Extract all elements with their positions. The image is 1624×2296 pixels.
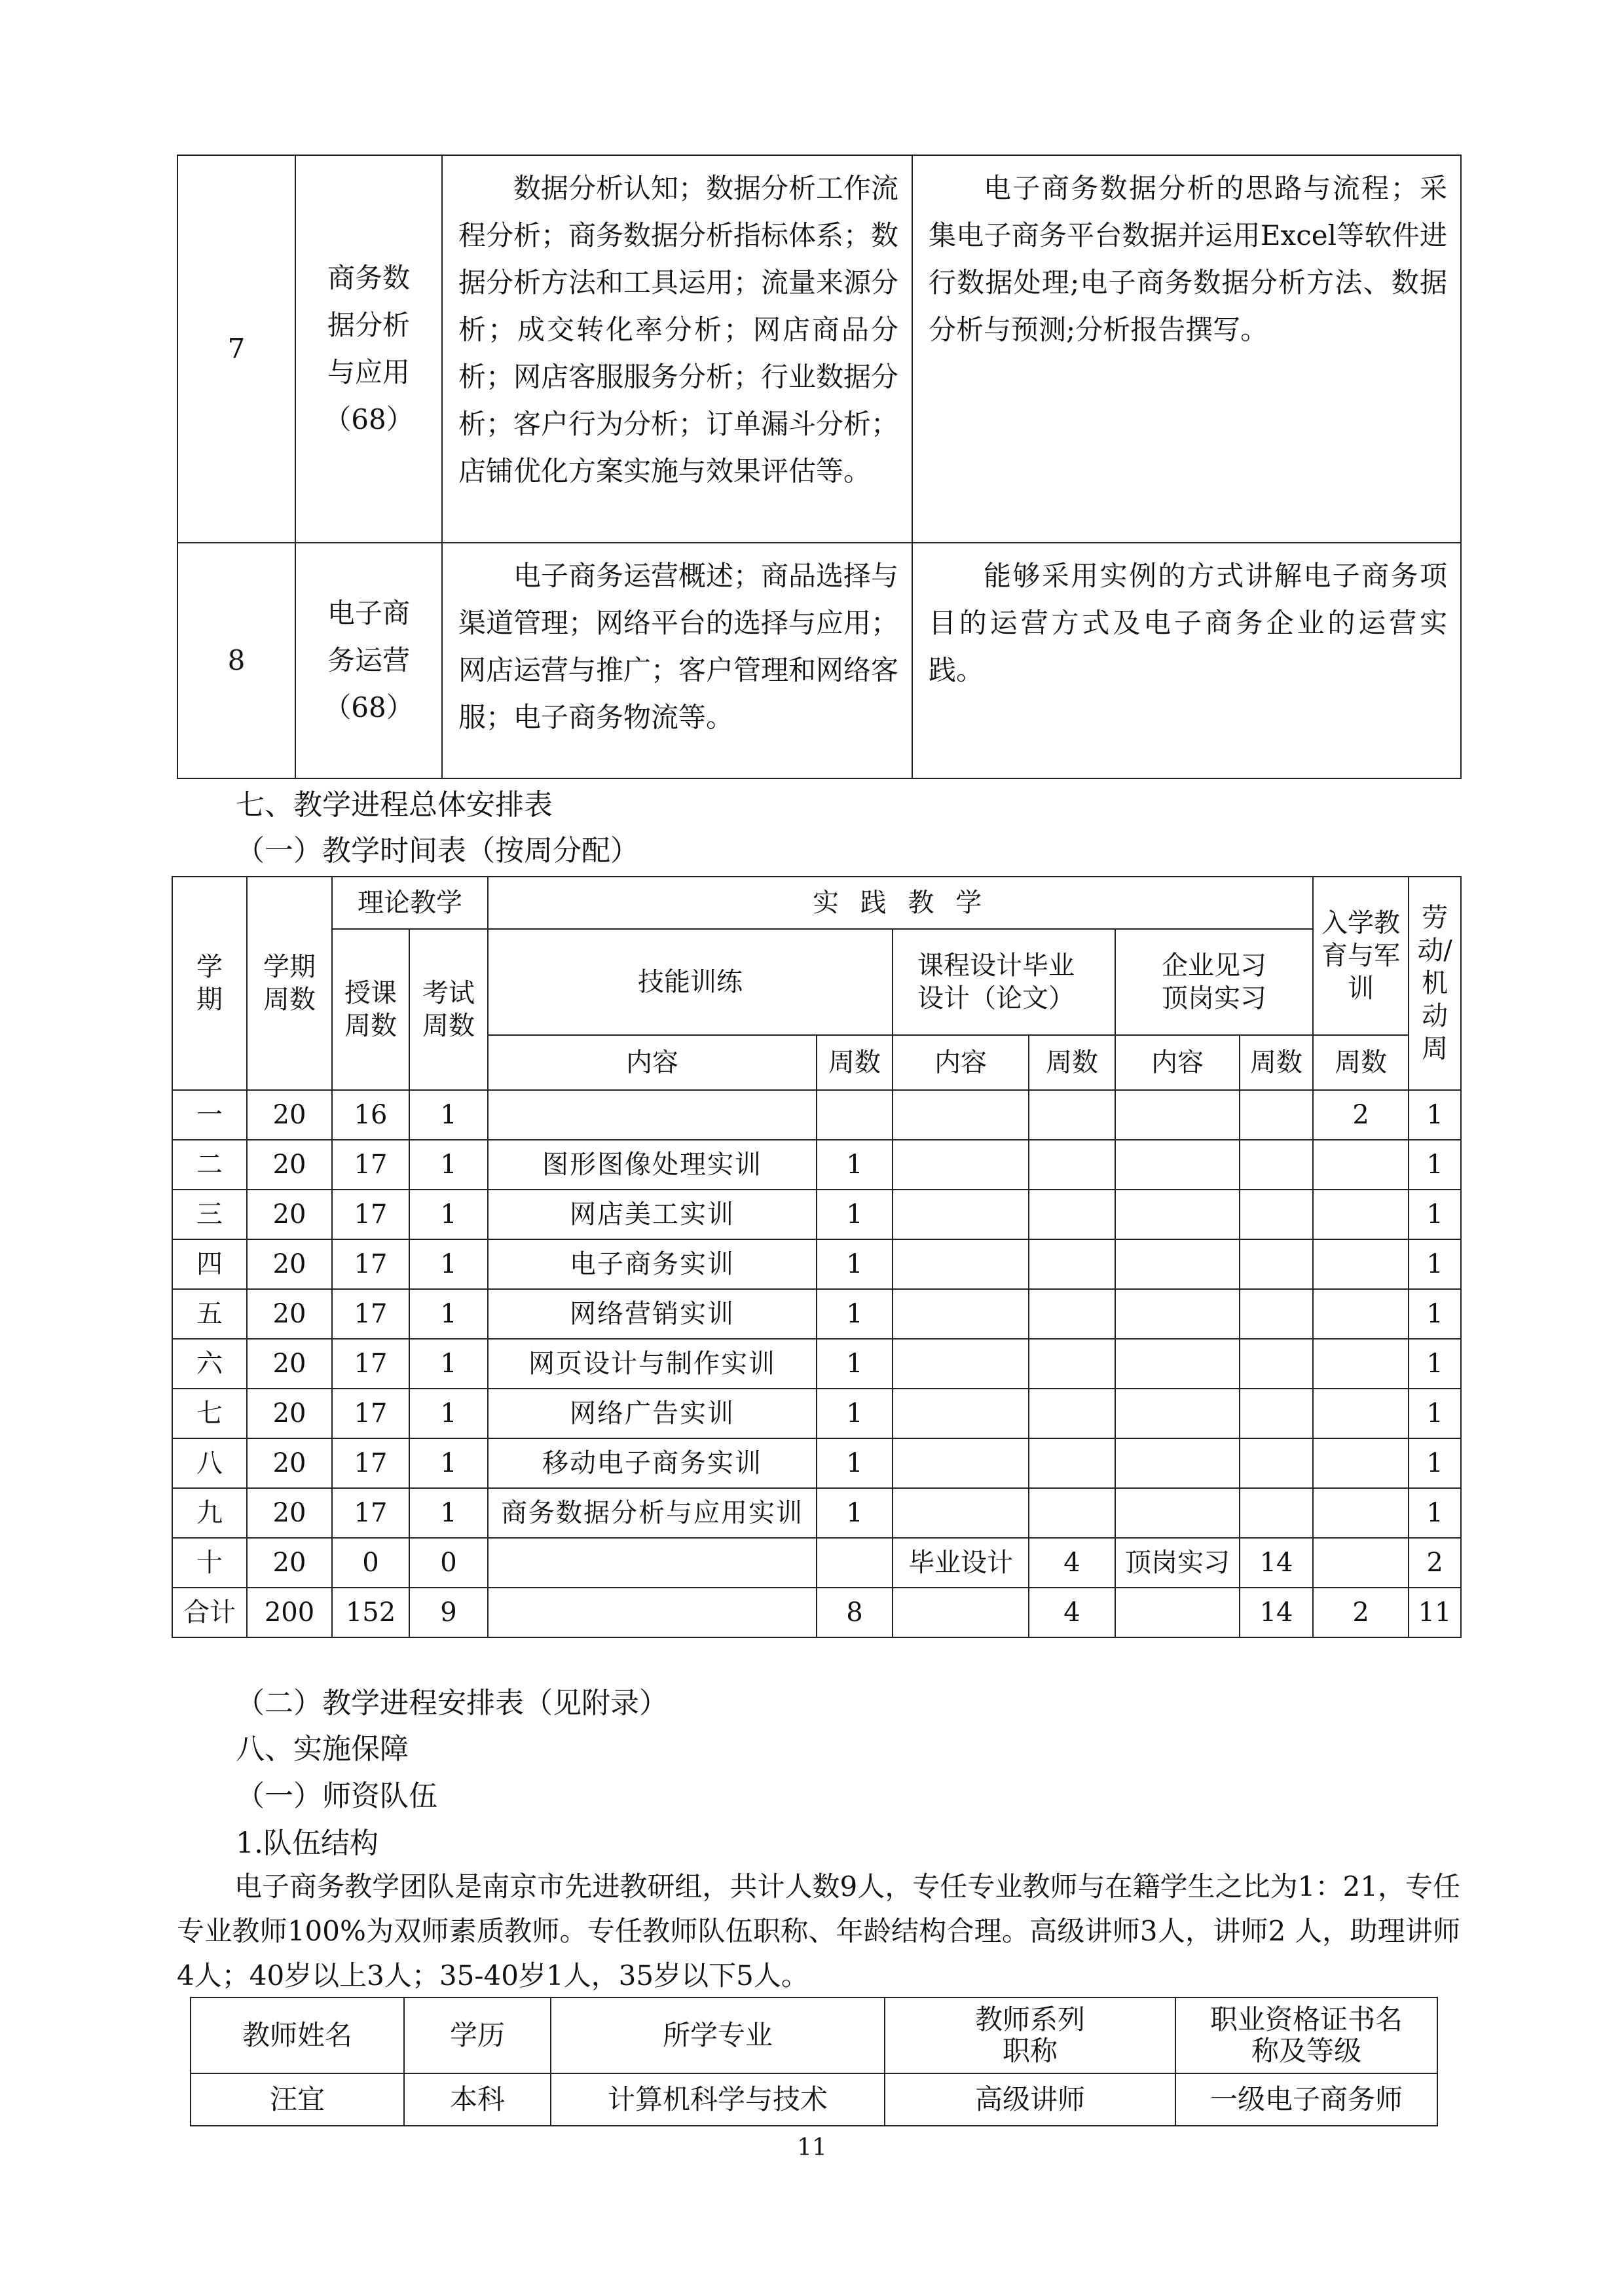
- course-content: [442, 155, 912, 543]
- schedule-cell: 1: [1409, 1190, 1461, 1239]
- schedule-row: [172, 1140, 1461, 1190]
- header-practice: 实 践 教 学: [488, 877, 1313, 929]
- schedule-cell: 1: [1409, 1239, 1461, 1289]
- schedule-cell: 8: [817, 1588, 893, 1637]
- teacher-header-education: 学历: [404, 1997, 551, 2073]
- schedule-row: [172, 1239, 1461, 1289]
- schedule-cell: [893, 1389, 1029, 1438]
- course-name: [295, 543, 442, 778]
- schedule-cell: [893, 1140, 1029, 1190]
- schedule-cell: 17: [332, 1289, 409, 1339]
- course-requirements: [912, 543, 1461, 778]
- schedule-cell: 17: [332, 1190, 409, 1239]
- header-military: [1313, 877, 1409, 1035]
- subsection-heading: （一）师资队伍: [236, 1779, 437, 1813]
- schedule-cell: [1029, 1239, 1115, 1289]
- schedule-cell: 1: [1409, 1438, 1461, 1488]
- schedule-cell: [1313, 1538, 1409, 1588]
- course-content-text: 电子商务运营概述；商品选择与渠道管理；网络平台的选择与应用；网店运营与推广；客户管理和网络客服；电子商务物流等。: [458, 560, 899, 733]
- schedule-cell: 20: [247, 1438, 332, 1488]
- course-content: [442, 543, 912, 778]
- schedule-cell: [1029, 1289, 1115, 1339]
- schedule-cell: [893, 1190, 1029, 1239]
- schedule-cell: 17: [332, 1389, 409, 1438]
- course-requirements-text: 电子商务数据分析的思路与流程；采集电子商务平台数据并运用Excel等软件进行数据处理;电子商务数据分析方法、数据分析与预测;分析报告撰写。: [929, 172, 1447, 346]
- schedule-cell: [1029, 1140, 1115, 1190]
- header-weeks-total-text: 学期周数: [263, 952, 316, 1015]
- schedule-cell: [893, 1239, 1029, 1289]
- schedule-cell: [1313, 1190, 1409, 1239]
- header-labor: [1409, 877, 1461, 1090]
- course-content-text: 数据分析认知；数据分析工作流程分析；商务数据分析指标体系；数据分析方法和工具运用；流量来源分析；成交转化率分析；网店商品分析；网店客服服务分析；行业数据分析；客户行为分析；订单漏斗分析；店铺优化方案实施与效果评估等。: [458, 172, 899, 487]
- header-content: 内容: [488, 1035, 817, 1090]
- schedule-cell: [1029, 1090, 1115, 1140]
- schedule-row: [172, 1389, 1461, 1438]
- header-weeks: 周数: [817, 1035, 893, 1090]
- schedule-cell: 2: [1313, 1588, 1409, 1637]
- schedule-cell: 1: [409, 1438, 488, 1488]
- schedule-cell: 商务数据分析与应用实训: [488, 1488, 817, 1538]
- schedule-cell: 20: [247, 1289, 332, 1339]
- schedule-cell: 1: [817, 1389, 893, 1438]
- schedule-cell: 三: [172, 1190, 247, 1239]
- schedule-cell: [893, 1588, 1029, 1637]
- schedule-row: [172, 1090, 1461, 1140]
- header-skill-training: 技能训练: [488, 929, 893, 1035]
- schedule-cell: 0: [332, 1538, 409, 1588]
- header-course-design: [893, 929, 1115, 1035]
- schedule-cell: [1240, 1090, 1313, 1140]
- schedule-cell: 4: [1029, 1588, 1115, 1637]
- header-content: 内容: [1115, 1035, 1240, 1090]
- schedule-row: [172, 1339, 1461, 1389]
- header-weeks: 周数: [1313, 1035, 1409, 1090]
- schedule-cell: [1115, 1239, 1240, 1289]
- schedule-cell: 顶岗实习: [1115, 1538, 1240, 1588]
- schedule-cell: [488, 1588, 817, 1637]
- schedule-cell: 合计: [172, 1588, 247, 1637]
- section-heading: 八、实施保障: [236, 1732, 409, 1766]
- schedule-cell: 移动电子商务实训: [488, 1438, 817, 1488]
- schedule-row: [172, 1538, 1461, 1588]
- schedule-cell: [1029, 1488, 1115, 1538]
- schedule-cell: [488, 1090, 817, 1140]
- schedule-cell: 网店美工实训: [488, 1190, 817, 1239]
- schedule-cell: 1: [409, 1488, 488, 1538]
- schedule-cell: 1: [817, 1488, 893, 1538]
- schedule-cell: [1115, 1190, 1240, 1239]
- header-weeks: 周数: [1240, 1035, 1313, 1090]
- schedule-cell: 五: [172, 1289, 247, 1339]
- schedule-cell: 1: [1409, 1339, 1461, 1389]
- schedule-cell: 200: [247, 1588, 332, 1637]
- schedule-cell: [1029, 1438, 1115, 1488]
- schedule-cell: 20: [247, 1140, 332, 1190]
- header-labor-text: 劳动/机动周: [1417, 903, 1452, 1064]
- schedule-cell: 1: [817, 1289, 893, 1339]
- page-number: 11: [797, 2134, 827, 2161]
- schedule-cell: 20: [247, 1239, 332, 1289]
- schedule-cell: 1: [1409, 1289, 1461, 1339]
- teacher-header-name: 教师姓名: [191, 1997, 404, 2073]
- schedule-cell: [1115, 1438, 1240, 1488]
- schedule-row: [172, 1289, 1461, 1339]
- teacher-header-major: 所学专业: [551, 1997, 885, 2073]
- header-internship: [1115, 929, 1313, 1035]
- schedule-cell: 9: [409, 1588, 488, 1637]
- teacher-cell: 计算机科学与技术: [551, 2073, 885, 2126]
- teacher-row: [191, 2073, 1437, 2126]
- schedule-cell: 20: [247, 1339, 332, 1389]
- teacher-header-certificate-text: 职业资格证书名称及等级: [1209, 2003, 1403, 2067]
- schedule-cell: 17: [332, 1488, 409, 1538]
- course-number: 8: [177, 543, 295, 778]
- schedule-body: [172, 1090, 1461, 1637]
- schedule-cell: [1115, 1488, 1240, 1538]
- schedule-cell: 二: [172, 1140, 247, 1190]
- teacher-header-row: [191, 1997, 1437, 2073]
- teacher-cell: 一级电子商务师: [1175, 2073, 1437, 2126]
- schedule-cell: 2: [1409, 1538, 1461, 1588]
- schedule-cell: [1240, 1339, 1313, 1389]
- schedule-cell: [893, 1090, 1029, 1140]
- course-row: [177, 543, 1461, 778]
- schedule-cell: 1: [409, 1140, 488, 1190]
- schedule-cell: [1029, 1389, 1115, 1438]
- schedule-cell: 1: [409, 1289, 488, 1339]
- schedule-cell: 1: [409, 1090, 488, 1140]
- header-weeks: 周数: [1029, 1035, 1115, 1090]
- schedule-cell: 20: [247, 1488, 332, 1538]
- course-number: 7: [177, 155, 295, 543]
- schedule-cell: [1313, 1289, 1409, 1339]
- schedule-cell: 十: [172, 1538, 247, 1588]
- header-exam-weeks-text: 考试周数: [422, 978, 475, 1041]
- schedule-cell: 0: [409, 1538, 488, 1588]
- teacher-cell: 汪宜: [191, 2073, 404, 2126]
- schedule-cell: 4: [1029, 1538, 1115, 1588]
- schedule-cell: 1: [409, 1190, 488, 1239]
- schedule-cell: 一: [172, 1090, 247, 1140]
- schedule-cell: 1: [1409, 1389, 1461, 1438]
- course-name-text: 电子商务运营（68）: [323, 597, 414, 723]
- schedule-cell: [1115, 1140, 1240, 1190]
- schedule-cell: 图形图像处理实训: [488, 1140, 817, 1190]
- schedule-cell: 电子商务实训: [488, 1239, 817, 1289]
- schedule-cell: [1240, 1239, 1313, 1289]
- schedule-cell: 20: [247, 1190, 332, 1239]
- schedule-cell: [1240, 1438, 1313, 1488]
- header-content: 内容: [893, 1035, 1029, 1090]
- schedule-cell: 11: [1409, 1588, 1461, 1637]
- schedule-cell: 1: [817, 1190, 893, 1239]
- schedule-cell: [1240, 1289, 1313, 1339]
- schedule-cell: 20: [247, 1389, 332, 1438]
- schedule-cell: 2: [1313, 1090, 1409, 1140]
- schedule-cell: [1115, 1389, 1240, 1438]
- schedule-cell: [817, 1538, 893, 1588]
- teacher-header-certificate: [1175, 1997, 1437, 2073]
- schedule-cell: [1115, 1588, 1240, 1637]
- schedule-cell: 17: [332, 1140, 409, 1190]
- schedule-cell: [1313, 1239, 1409, 1289]
- schedule-cell: [893, 1289, 1029, 1339]
- schedule-cell: 17: [332, 1438, 409, 1488]
- item-heading: 1.队伍结构: [236, 1827, 378, 1860]
- course-requirements: [912, 155, 1461, 543]
- team-paragraph: 电子商务教学团队是南京市先进教研组，共计人数9人，专任专业教师与在籍学生之比为1：21，专任专业教师100%为双师素质教师。专任教师队伍职称、年龄结构合理。高级讲师3人，讲师2 人，助理讲师4人；40岁以上3人；35-40岁1人，35岁以下5人。: [177, 1870, 1460, 1992]
- header-teaching-weeks: [332, 929, 409, 1090]
- schedule-cell: 网络广告实训: [488, 1389, 817, 1438]
- header-semester: [172, 877, 247, 1090]
- schedule-cell: 1: [817, 1438, 893, 1488]
- schedule-row: [172, 1488, 1461, 1538]
- schedule-cell: 14: [1240, 1588, 1313, 1637]
- schedule-cell: [893, 1438, 1029, 1488]
- schedule-cell: 20: [247, 1090, 332, 1140]
- header-internship-text: 企业见习顶岗实习: [1162, 951, 1267, 1013]
- schedule-cell: [1313, 1438, 1409, 1488]
- subsection-heading: （一）教学时间表（按周分配）: [236, 834, 639, 867]
- schedule-cell: [1313, 1389, 1409, 1438]
- course-row: [177, 155, 1461, 543]
- schedule-row: [172, 1190, 1461, 1239]
- schedule-cell: 152: [332, 1588, 409, 1637]
- section-heading: 七、教学进程总体安排表: [236, 788, 553, 822]
- schedule-cell: 1: [1409, 1090, 1461, 1140]
- schedule-cell: 16: [332, 1090, 409, 1140]
- schedule-cell: 1: [1409, 1488, 1461, 1538]
- schedule-cell: 1: [817, 1140, 893, 1190]
- subsection-heading: （二）教学进程安排表（见附录）: [236, 1686, 668, 1720]
- schedule-cell: [1313, 1339, 1409, 1389]
- schedule-cell: 1: [817, 1339, 893, 1389]
- schedule-cell: 14: [1240, 1538, 1313, 1588]
- header-semester-text: 学期: [196, 952, 223, 1015]
- course-name-text: 商务数据分析与应用（68）: [323, 262, 414, 435]
- schedule-table: [172, 876, 1462, 1638]
- schedule-row: [172, 1588, 1461, 1637]
- schedule-cell: 九: [172, 1488, 247, 1538]
- schedule-cell: 20: [247, 1538, 332, 1588]
- schedule-cell: [1115, 1289, 1240, 1339]
- header-exam-weeks: [409, 929, 488, 1090]
- schedule-cell: 八: [172, 1438, 247, 1488]
- teacher-header-title: [885, 1997, 1175, 2073]
- header-military-text: 入学教育与军训: [1321, 908, 1401, 1004]
- schedule-row: [172, 1438, 1461, 1488]
- schedule-cell: 七: [172, 1389, 247, 1438]
- schedule-cell: 1: [409, 1339, 488, 1389]
- teacher-header-title-text: 教师系列职称: [974, 2003, 1085, 2067]
- schedule-cell: 1: [409, 1389, 488, 1438]
- header-course-design-text: 课程设计毕业设计（论文）: [917, 951, 1075, 1013]
- schedule-cell: [1115, 1339, 1240, 1389]
- schedule-cell: [893, 1339, 1029, 1389]
- schedule-cell: [1240, 1389, 1313, 1438]
- schedule-cell: [1115, 1090, 1240, 1140]
- teacher-cell: 本科: [404, 2073, 551, 2126]
- header-weeks-total: [247, 877, 332, 1090]
- schedule-cell: [1313, 1140, 1409, 1190]
- schedule-cell: 毕业设计: [893, 1538, 1029, 1588]
- header-teaching-weeks-text: 授课周数: [344, 978, 397, 1041]
- schedule-cell: 网络营销实训: [488, 1289, 817, 1339]
- teacher-cell: 高级讲师: [885, 2073, 1175, 2126]
- schedule-cell: 17: [332, 1339, 409, 1389]
- schedule-cell: [1240, 1488, 1313, 1538]
- schedule-cell: [488, 1538, 817, 1588]
- schedule-cell: [1240, 1140, 1313, 1190]
- teacher-body: [191, 2073, 1437, 2126]
- schedule-cell: 1: [1409, 1140, 1461, 1190]
- schedule-cell: 1: [409, 1239, 488, 1289]
- schedule-cell: 17: [332, 1239, 409, 1289]
- course-table: [177, 155, 1462, 779]
- schedule-cell: [1029, 1339, 1115, 1389]
- schedule-cell: [1240, 1190, 1313, 1239]
- schedule-cell: [817, 1090, 893, 1140]
- schedule-cell: 1: [817, 1239, 893, 1289]
- schedule-cell: [893, 1488, 1029, 1538]
- schedule-cell: 四: [172, 1239, 247, 1289]
- schedule-cell: [1029, 1190, 1115, 1239]
- teacher-table: [190, 1997, 1438, 2126]
- header-theory: 理论教学: [332, 877, 488, 929]
- course-name: [295, 155, 442, 543]
- course-requirements-text: 能够采用实例的方式讲解电子商务项目的运营方式及电子商务企业的运营实践。: [929, 560, 1447, 686]
- schedule-cell: [1313, 1488, 1409, 1538]
- schedule-cell: 网页设计与制作实训: [488, 1339, 817, 1389]
- schedule-cell: 六: [172, 1339, 247, 1389]
